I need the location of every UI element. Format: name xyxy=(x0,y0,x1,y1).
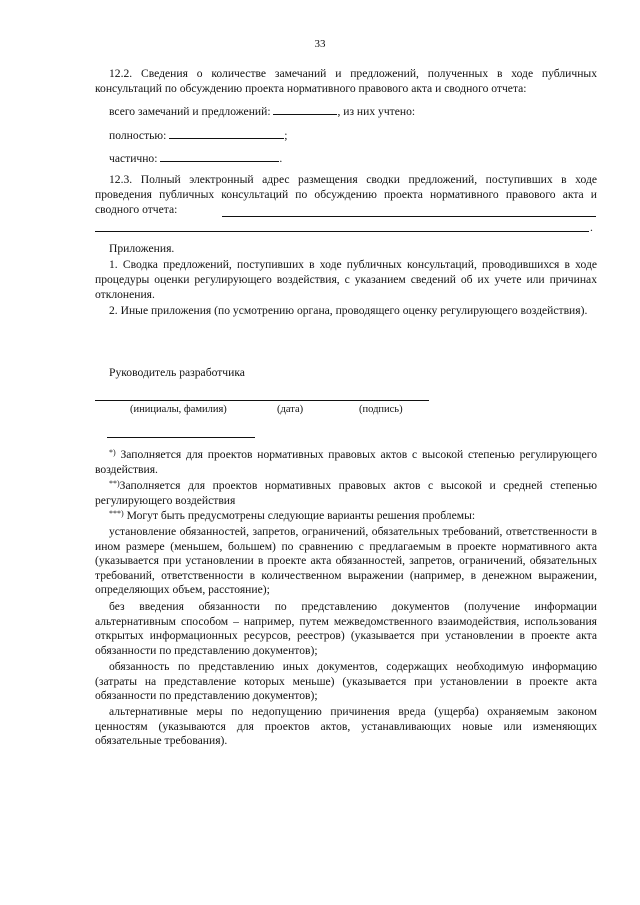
total-remarks-blank xyxy=(273,104,337,115)
section-12-3-text: 12.3. Полный электронный адрес размещения сводки предложений, поступивших в ходе проведения публичных консультаций по обсуждению проекта нормативного правового акта и сводного отчета: xyxy=(95,173,597,217)
address-blank-line-1 xyxy=(222,216,596,217)
footnote-3-mark: ***) xyxy=(109,509,124,518)
total-remarks-label: всего замечаний и предложений: xyxy=(109,105,271,118)
footnote-2-text: Заполняется для проектов нормативных правовых актов с высокой и средней степенью регулирующего воздействия xyxy=(95,479,597,507)
signature-head: Руководитель разработчика xyxy=(109,366,245,379)
footnote-1 xyxy=(95,448,597,477)
footnote-option-3: обязанность по представлению иных документов, содержащих необходимую информацию (затраты на представление которых меньше) (указывается при установлении в проекте акта обязанности по представлению документов); xyxy=(95,660,597,703)
signature-initials-caption: (инициалы, фамилия) xyxy=(130,404,227,415)
fully-accounted-label: полностью: xyxy=(109,129,167,142)
footnote-2 xyxy=(95,479,597,508)
footnote-3-text: Могут быть предусмотрены следующие варианты решения проблемы: xyxy=(126,509,476,522)
footnote-separator xyxy=(107,437,255,438)
fully-accounted-line xyxy=(109,128,287,142)
page-number: 33 xyxy=(314,38,326,50)
partially-accounted-line xyxy=(109,151,282,165)
address-blank-line-2 xyxy=(95,231,589,232)
footnote-1-text: Заполняется для проектов нормативных правовых актов с высокой степенью регулирующего воздействия. xyxy=(95,448,597,476)
signature-date-caption: (дата) xyxy=(277,404,304,415)
signature-sign-caption: (подпись) xyxy=(359,404,403,415)
signature-line xyxy=(95,400,429,401)
footnote-2-mark: **) xyxy=(109,479,120,488)
footnote-option-2: без введения обязанности по представлению документов (получение информации альтернативным способом – например, путем межведомственного взаимодействия, использования открытых информационных ресурсов, реестров) (указывается при установлении в проекте акта обязанности по представлению документов); xyxy=(95,600,597,657)
footnote-1-mark: *) xyxy=(109,448,116,457)
footnote-3 xyxy=(95,509,597,524)
partially-accounted-blank xyxy=(160,151,279,162)
fully-accounted-end: ; xyxy=(284,129,288,142)
footnote-option-4: альтернативные меры по недопущению причинения вреда (ущерба) охраняемым законом ценностям (указываются для проектов актов, устанавливающих новые или изменяющих обязательные требования). xyxy=(95,705,597,748)
section-12-2-text: 12.2. Сведения о количестве замечаний и предложений, полученных в ходе публичных консультаций по обсуждению проекта нормативного правового акта и сводного отчета: xyxy=(95,67,597,96)
partially-accounted-label: частично: xyxy=(109,152,158,165)
address-end: . xyxy=(590,221,593,234)
total-remarks-suffix: , из них учтено: xyxy=(337,105,416,118)
fully-accounted-blank xyxy=(169,128,284,139)
total-remarks-line xyxy=(109,104,415,118)
attachment-item-1: 1. Сводка предложений, поступивших в ходе публичных консультаций, проводившихся в ходе процедуры оценки регулирующего воздействия, с указанием сведений об их учете или причинах отклонения. xyxy=(95,258,597,302)
partially-accounted-end: . xyxy=(279,152,283,165)
attachments-title: Приложения. xyxy=(109,242,175,255)
attachment-item-2: 2. Иные приложения (по усмотрению органа, проводящего оценку регулирующего воздействия). xyxy=(109,304,588,317)
footnote-option-1: установление обязанностей, запретов, ограничений, обязательных требований, ответственности в ином размере (меньшем, большем) по сравнению с предлагаемым в проекте нормативного акта (указывается при установлении в проекте акта обязанностей, запретов, ограничений, обязательных требований, ответственности в количественном выражении (например, в денежном выражении, определяющих объем, расстояние); xyxy=(95,525,597,597)
